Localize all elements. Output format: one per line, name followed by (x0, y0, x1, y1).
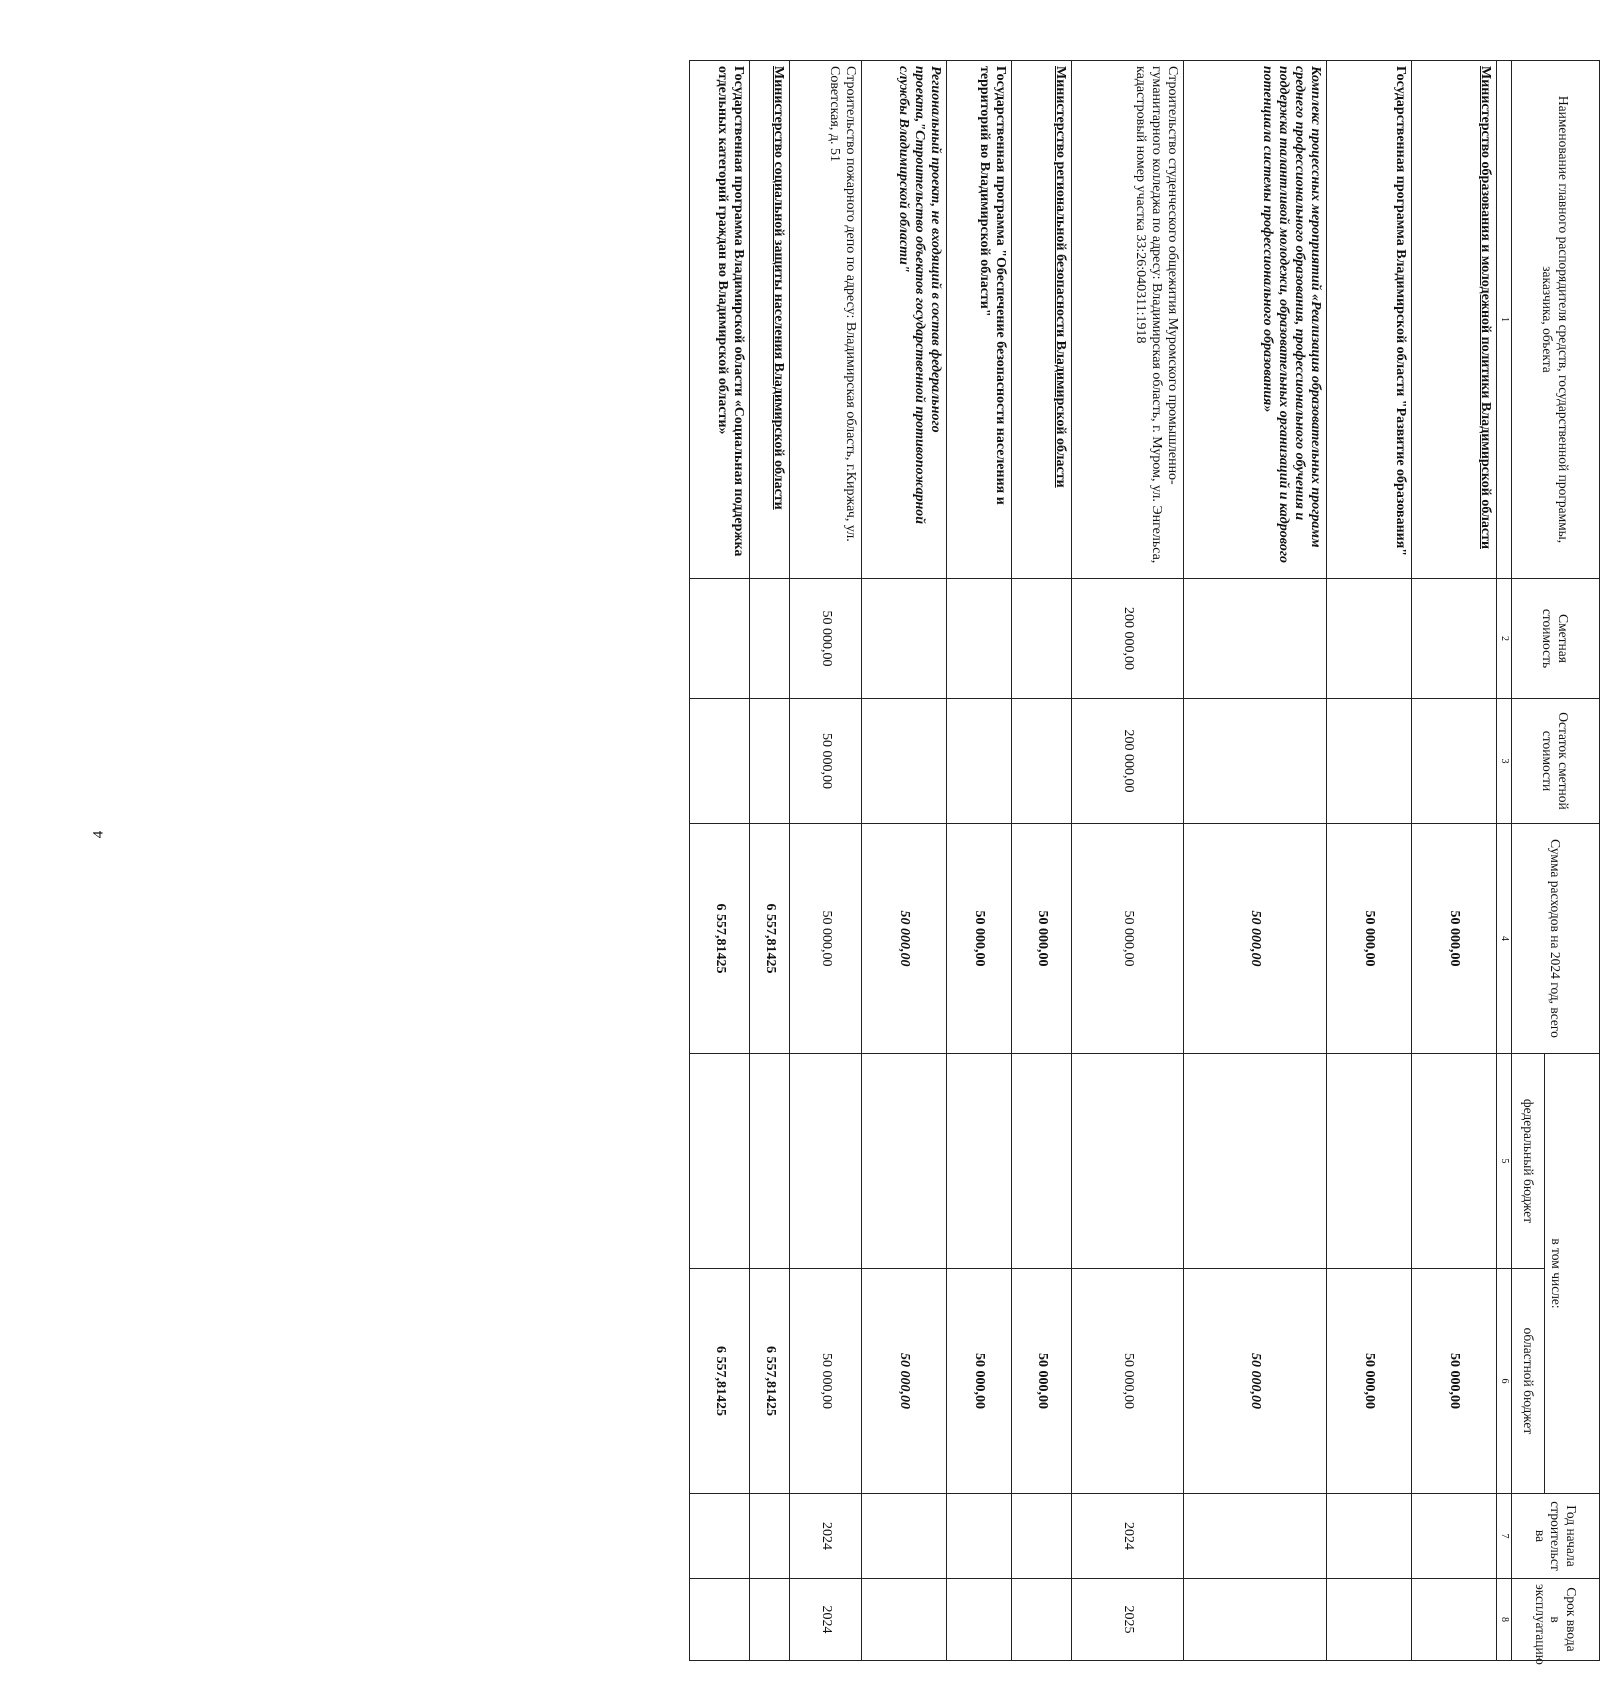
cell-regional: 50 000,00 (1012, 1269, 1072, 1494)
cell-regional: 50 000,00 (1072, 1269, 1184, 1494)
cell-federal (1072, 1054, 1184, 1269)
cell-end (1327, 1579, 1412, 1661)
cell-federal (1327, 1054, 1412, 1269)
cell-regional: 50 000,00 (1184, 1269, 1327, 1494)
cell-total: 50 000,00 (1412, 824, 1497, 1054)
col-num: 8 (1497, 1579, 1512, 1661)
cell-estimate (690, 579, 750, 699)
cell-remaining: 50 000,00 (790, 699, 862, 824)
cell-start: 2024 (1072, 1494, 1184, 1579)
cell-total: 50 000,00 (947, 824, 1012, 1054)
cell-total: 6 557,81425 (690, 824, 750, 1054)
cell-regional: 6 557,81425 (750, 1269, 790, 1494)
table-body (690, 61, 1497, 1661)
header-regional: областной бюджет (1512, 1269, 1545, 1494)
cell-end (1012, 1579, 1072, 1661)
cell-estimate (1012, 579, 1072, 699)
table-row (862, 61, 947, 1661)
cell-estimate (1327, 579, 1412, 699)
cell-end (947, 1579, 1012, 1661)
cell-remaining: 200 000,00 (1072, 699, 1184, 824)
cell-total: 50 000,00 (1327, 824, 1412, 1054)
cell-end: 2025 (1072, 1579, 1184, 1661)
cell-name: Министерство образования и молодежной политики Владимирской области (1412, 61, 1497, 579)
cell-end (862, 1579, 947, 1661)
cell-end (690, 1579, 750, 1661)
cell-federal (947, 1054, 1012, 1269)
cell-federal (690, 1054, 750, 1269)
cell-federal (1412, 1054, 1497, 1269)
cell-start (1184, 1494, 1327, 1579)
cell-start (1327, 1494, 1412, 1579)
cell-total: 50 000,00 (1072, 824, 1184, 1054)
col-num: 7 (1497, 1494, 1512, 1579)
cell-start (1412, 1494, 1497, 1579)
cell-start (947, 1494, 1012, 1579)
cell-start (862, 1494, 947, 1579)
cell-estimate: 200 000,00 (1072, 579, 1184, 699)
cell-regional: 50 000,00 (862, 1269, 947, 1494)
table-row (1012, 61, 1072, 1661)
cell-federal (862, 1054, 947, 1269)
cell-remaining (690, 699, 750, 824)
cell-name: Комплекс процессных мероприятий «Реализация образовательных программ среднего профессионального образования, профессионального обучения и поддержка талантливой молодежи, образовательных организаций и кадрового потенциала системы профессионального образования» (1184, 61, 1327, 579)
cell-estimate (862, 579, 947, 699)
cell-name: Министерство социальной защиты населения Владимирской области (750, 61, 790, 579)
header-total: Сумма расходов на 2024 год, всего (1512, 824, 1600, 1054)
table-row (690, 61, 750, 1661)
cell-regional: 50 000,00 (947, 1269, 1012, 1494)
col-num: 5 (1497, 1054, 1512, 1269)
header-name: Наименование главного распорядителя средств, государственной программы, заказчика, объекта (1512, 61, 1600, 579)
cell-estimate (750, 579, 790, 699)
cell-remaining (862, 699, 947, 824)
column-numbers-row (1497, 61, 1512, 1661)
col-num: 3 (1497, 699, 1512, 824)
table-row (1072, 61, 1184, 1661)
col-num: 2 (1497, 579, 1512, 699)
cell-estimate: 50 000,00 (790, 579, 862, 699)
budget-table (689, 60, 1600, 1665)
cell-start (750, 1494, 790, 1579)
cell-start (1012, 1494, 1072, 1579)
table-row (947, 61, 1012, 1661)
cell-remaining (1412, 699, 1497, 824)
cell-end (1412, 1579, 1497, 1661)
cell-remaining (1327, 699, 1412, 824)
cell-end (1184, 1579, 1327, 1661)
cell-name: Строительство пожарного депо по адресу: Владимирская область, г.Киржач, ул. Советская, д. 51 (790, 61, 862, 579)
header-federal: федеральный бюджет (1512, 1054, 1545, 1269)
header-remaining: Остаток сметной стоимости (1512, 699, 1600, 824)
col-num: 6 (1497, 1269, 1512, 1494)
cell-regional: 50 000,00 (790, 1269, 862, 1494)
cell-total: 50 000,00 (1184, 824, 1327, 1054)
cell-total: 50 000,00 (790, 824, 862, 1054)
cell-start (690, 1494, 750, 1579)
cell-regional: 50 000,00 (1412, 1269, 1497, 1494)
cell-remaining (750, 699, 790, 824)
cell-name: Государственная программа "Обеспечение безопасности населения и территорий во Владимирской области" (947, 61, 1012, 579)
table-row (1184, 61, 1327, 1661)
cell-remaining (1184, 699, 1327, 824)
cell-name: Региональный проект, не входящий в состав федерального проекта,"Строительство объектов государственной противопожарной службы Владимирской области" (862, 61, 947, 579)
header-start-year: Год начала строительст ва (1512, 1494, 1600, 1579)
cell-name: Строительство студенческого общежития Муромского промышленно-гуманитарного колледжа по адресу: Владимирская область, г. Муром, ул. Энгельса, кадастровый номер участка 33:26:040311:1918 (1072, 61, 1184, 579)
cell-regional: 6 557,81425 (690, 1269, 750, 1494)
header-including: в том числе: (1545, 1054, 1600, 1494)
table-row (750, 61, 790, 1661)
cell-estimate (947, 579, 1012, 699)
cell-remaining (947, 699, 1012, 824)
cell-start: 2024 (790, 1494, 862, 1579)
cell-end: 2024 (790, 1579, 862, 1661)
cell-regional: 50 000,00 (1327, 1269, 1412, 1494)
table-row (1327, 61, 1412, 1661)
col-num: 1 (1497, 61, 1512, 579)
cell-end (750, 1579, 790, 1661)
cell-name: Министерство региональной безопасности Владимирской области (1012, 61, 1072, 579)
header-estimate: Сметная стоимость (1512, 579, 1600, 699)
rotated-table-wrapper (550, 60, 1600, 1665)
cell-name: Государственная программа Владимирской области «Социальная поддержка отдельных категорий граждан во Владимирской области» (690, 61, 750, 579)
cell-remaining (1012, 699, 1072, 824)
cell-estimate (1184, 579, 1327, 699)
cell-federal (790, 1054, 862, 1269)
cell-total: 50 000,00 (1012, 824, 1072, 1054)
cell-federal (1184, 1054, 1327, 1269)
header-commission: Срок ввода в эксплуатацию (1512, 1579, 1600, 1661)
cell-estimate (1412, 579, 1497, 699)
cell-total: 6 557,81425 (750, 824, 790, 1054)
table-row (1412, 61, 1497, 1661)
page-number: 4 (90, 830, 107, 839)
cell-federal (1012, 1054, 1072, 1269)
col-num: 4 (1497, 824, 1512, 1054)
cell-federal (750, 1054, 790, 1269)
cell-total: 50 000,00 (862, 824, 947, 1054)
cell-name: Государственная программа Владимирской области "Развитие образования" (1327, 61, 1412, 579)
table-row (790, 61, 862, 1661)
